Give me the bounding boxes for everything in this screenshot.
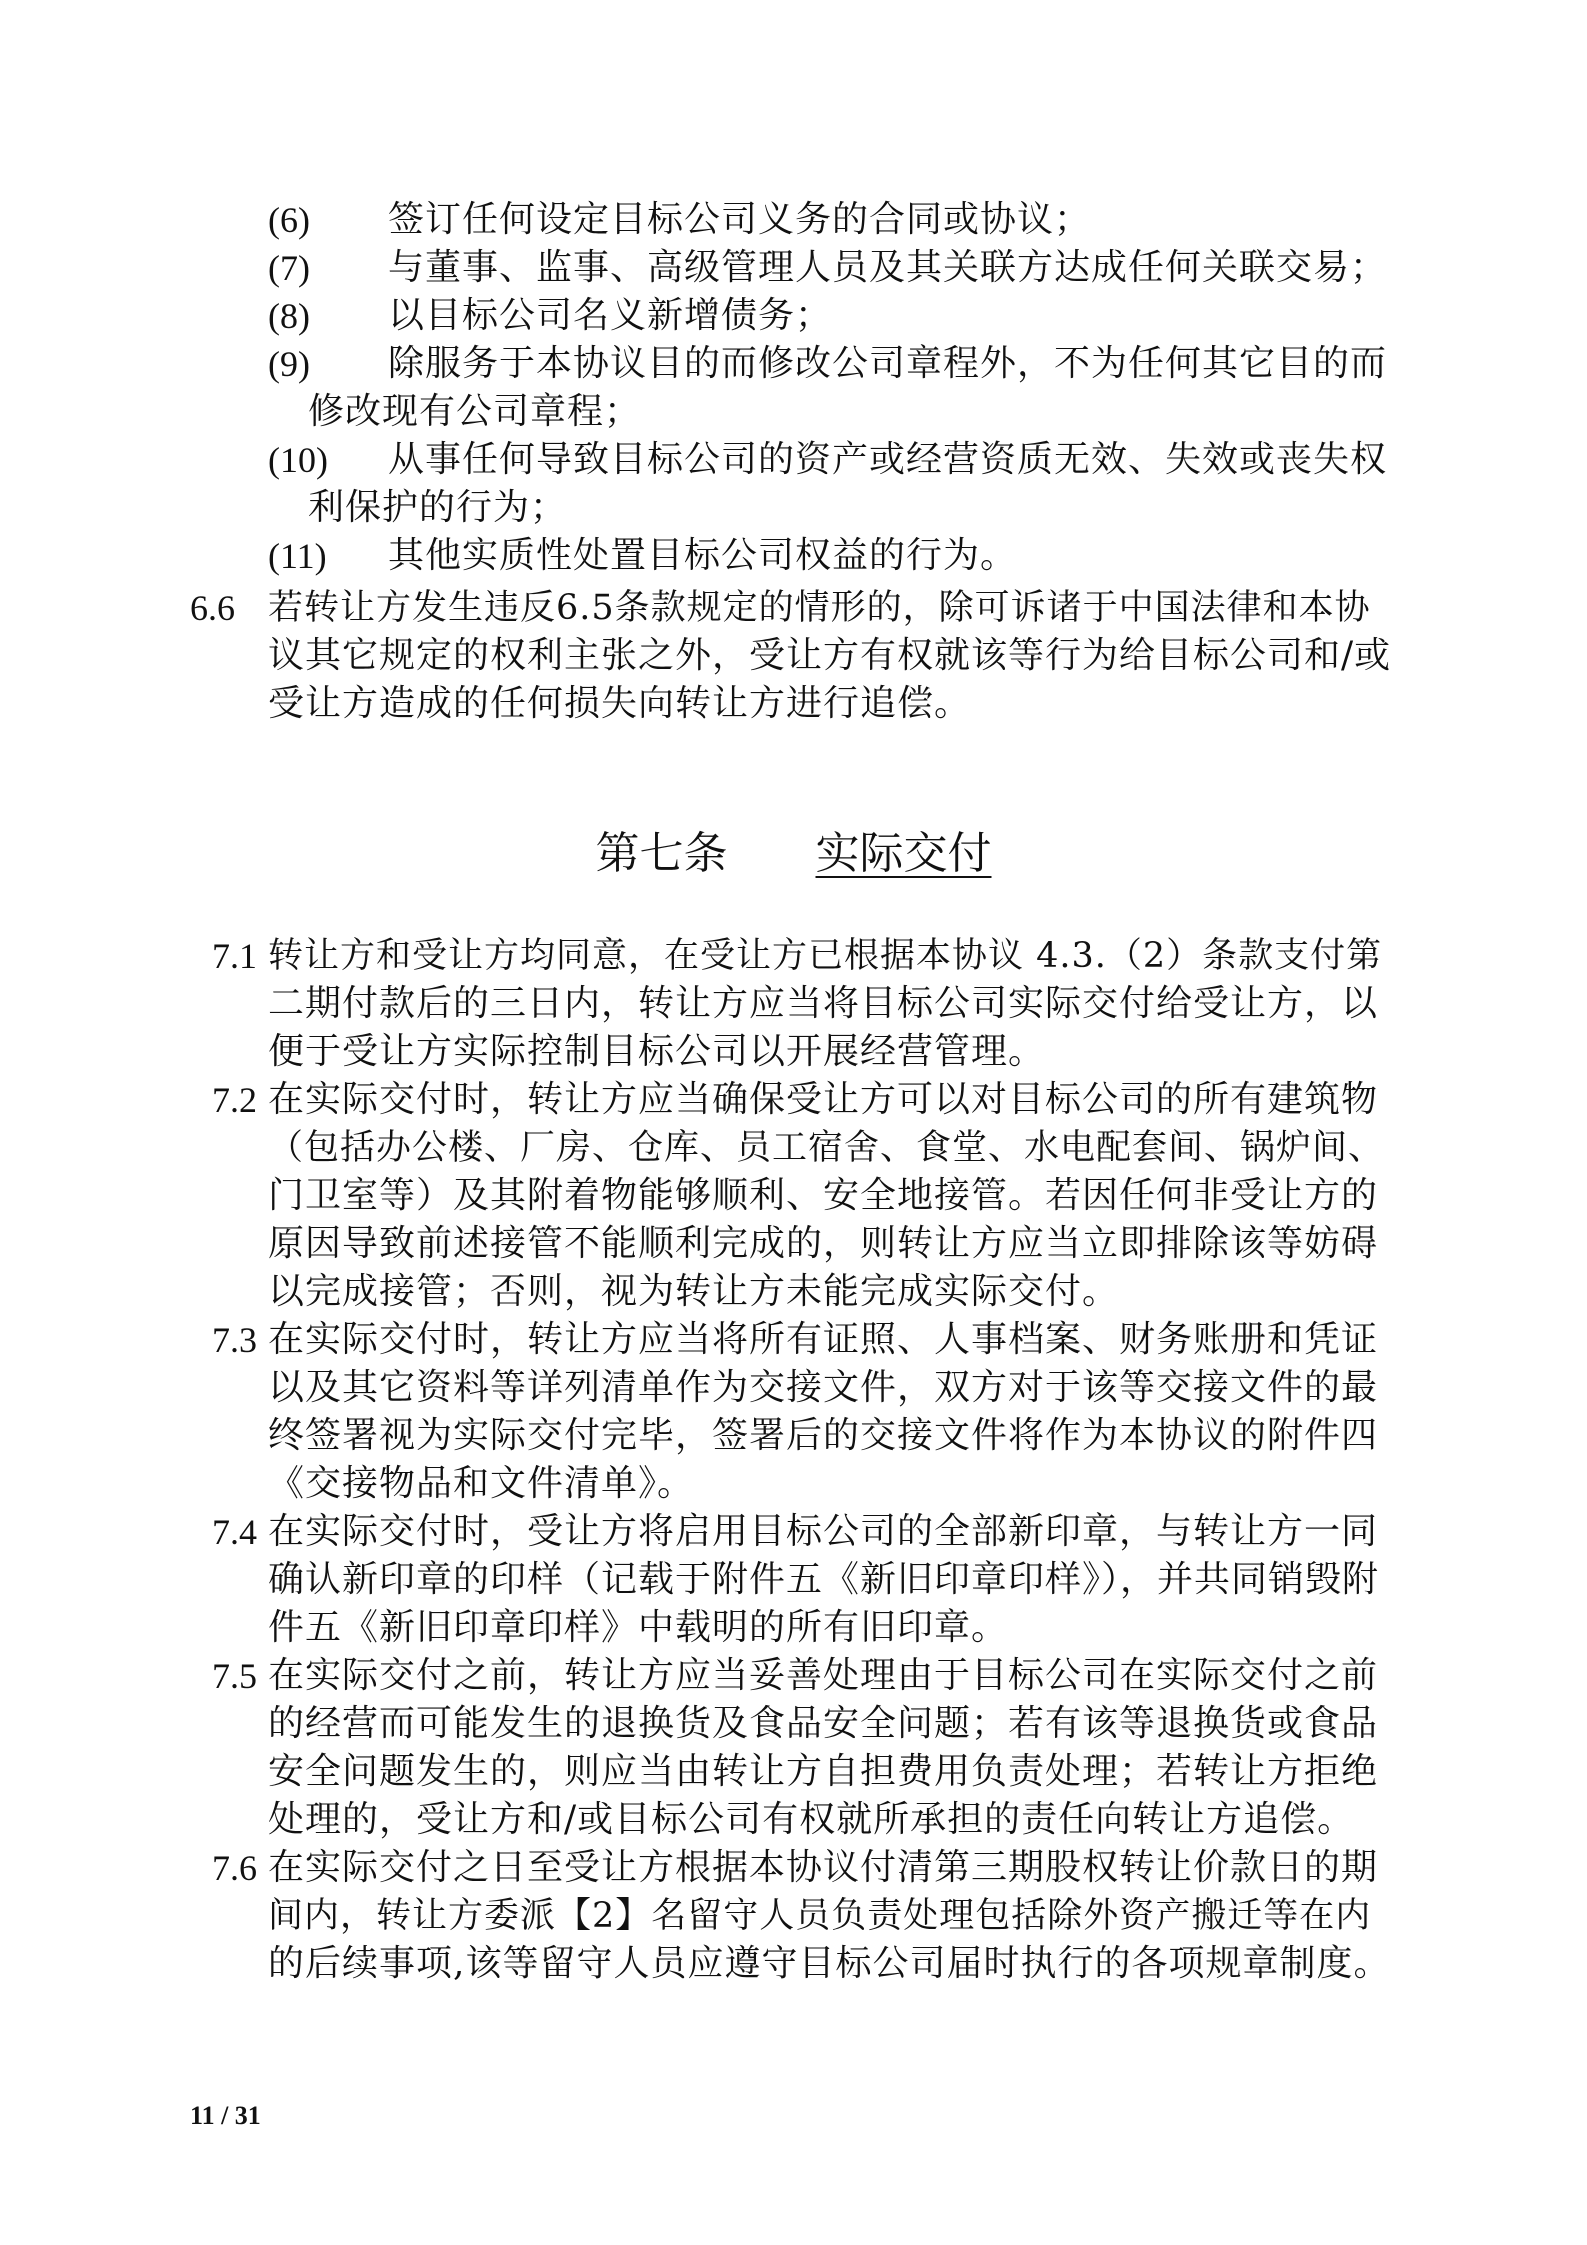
list-item-number: (6)	[268, 200, 310, 240]
list-item-text: 其他实质性处置目标公司权益的行为。	[388, 535, 1018, 576]
clause-number: 6.6	[190, 588, 235, 628]
clause-text: 在实际交付之前，转让方应当妥善处理由于目标公司在实际交付之前	[268, 1655, 1379, 1696]
clause-number: 7.6	[212, 1848, 257, 1888]
clause-number: 7.5	[212, 1656, 257, 1696]
clause-text: 转让方和受让方均同意，在受让方已根据本协议 4.3.（2）条款支付第	[268, 936, 1383, 976]
clause-text: （包括办公楼、厂房、仓库、员工宿舍、食堂、水电配套间、锅炉间、	[268, 1128, 1385, 1168]
clause-number: 7.1	[212, 936, 257, 976]
list-item-number: (9)	[268, 344, 310, 384]
clause-text: 的经营而可能发生的退换货及食品安全问题；若有该等退换货或食品	[268, 1703, 1379, 1744]
clause-number: 7.4	[212, 1512, 257, 1552]
clause-text: 确认新印章的印样（记载于附件五《新旧印章印样》），并共同销毁附	[268, 1559, 1380, 1600]
list-item-text: 签订任何设定目标公司义务的合同或协议；	[388, 199, 1092, 240]
clause-text: 门卫室等）及其附着物能够顺利、安全地接管。若因任何非受让方的	[268, 1175, 1379, 1216]
list-item-number: (7)	[268, 248, 310, 288]
clause-text: 便于受让方实际控制目标公司以开展经营管理。	[268, 1031, 1046, 1072]
list-item-text: 除服务于本协议目的而修改公司章程外，不为任何其它目的而	[388, 343, 1388, 384]
article-heading	[0, 826, 1587, 882]
clause-text: 安全问题发生的，则应当由转让方自担费用负责处理；若转让方拒绝	[268, 1751, 1379, 1792]
clause-text: 《交接物品和文件清单》。	[268, 1463, 695, 1504]
clause-text: 以完成接管；否则，视为转让方未能完成实际交付。	[268, 1271, 1120, 1312]
list-item-text-continued: 利保护的行为；	[308, 487, 568, 528]
clause-text: 以及其它资料等详列清单作为交接文件，双方对于该等交接文件的最	[268, 1367, 1379, 1408]
clause-text: 在实际交付时，转让方应当确保受让方可以对目标公司的所有建筑物	[268, 1079, 1379, 1120]
list-item-text-continued: 修改现有公司章程；	[308, 391, 642, 432]
list-item-text: 从事任何导致目标公司的资产或经营资质无效、失效或丧失权	[388, 439, 1388, 480]
list-item-number: (8)	[268, 296, 310, 336]
article-title: 实际交付	[815, 828, 992, 879]
article-number: 第七条	[595, 828, 728, 879]
list-item-text: 以目标公司名义新增债务；	[388, 295, 833, 336]
clause-number: 7.2	[212, 1080, 257, 1120]
list-item-number: (11)	[268, 536, 327, 576]
clause-text: 在实际交付时，受让方将启用目标公司的全部新印章，与转让方一同	[268, 1511, 1379, 1552]
list-item-number: (10)	[268, 440, 328, 480]
clause-text: 在实际交付时，转让方应当将所有证照、人事档案、财务账册和凭证	[268, 1319, 1379, 1360]
clause-text: 在实际交付之日至受让方根据本协议付清第三期股权转让价款日的期	[268, 1847, 1379, 1888]
clause-text: 间内，转让方委派【2】名留守人员负责处理包括除外资产搬迁等在内	[268, 1896, 1372, 1936]
list-item-text: 与董事、监事、高级管理人员及其关联方达成任何关联交易；	[388, 247, 1388, 288]
clause-text: 终签署视为实际交付完毕，签署后的交接文件将作为本协议的附件四	[268, 1415, 1379, 1456]
clause-number: 7.3	[212, 1320, 257, 1360]
clause-text: 件五《新旧印章印样》中载明的所有旧印章。	[268, 1607, 1009, 1648]
clause-text: 的后续事项,该等留守人员应遵守目标公司届时执行的各项规章制度。	[268, 1943, 1391, 1984]
clause-text: 二期付款后的三日内，转让方应当将目标公司实际交付给受让方，以	[268, 983, 1379, 1024]
clause-text: 原因导致前述接管不能顺利完成的，则转让方应当立即排除该等妨碍	[268, 1223, 1379, 1264]
clause-text: 议其它规定的权利主张之外，受让方有权就该等行为给目标公司和/或	[268, 635, 1392, 676]
page-number: 11 / 31	[190, 2101, 261, 2130]
clause-text: 处理的，受让方和/或目标公司有权就所承担的责任向转让方追偿。	[268, 1799, 1355, 1840]
clause-text: 若转让方发生违反6.5条款规定的情形的，除可诉诸于中国法律和本协	[268, 588, 1371, 628]
clause-text: 受让方造成的任何损失向转让方进行追偿。	[268, 683, 972, 724]
